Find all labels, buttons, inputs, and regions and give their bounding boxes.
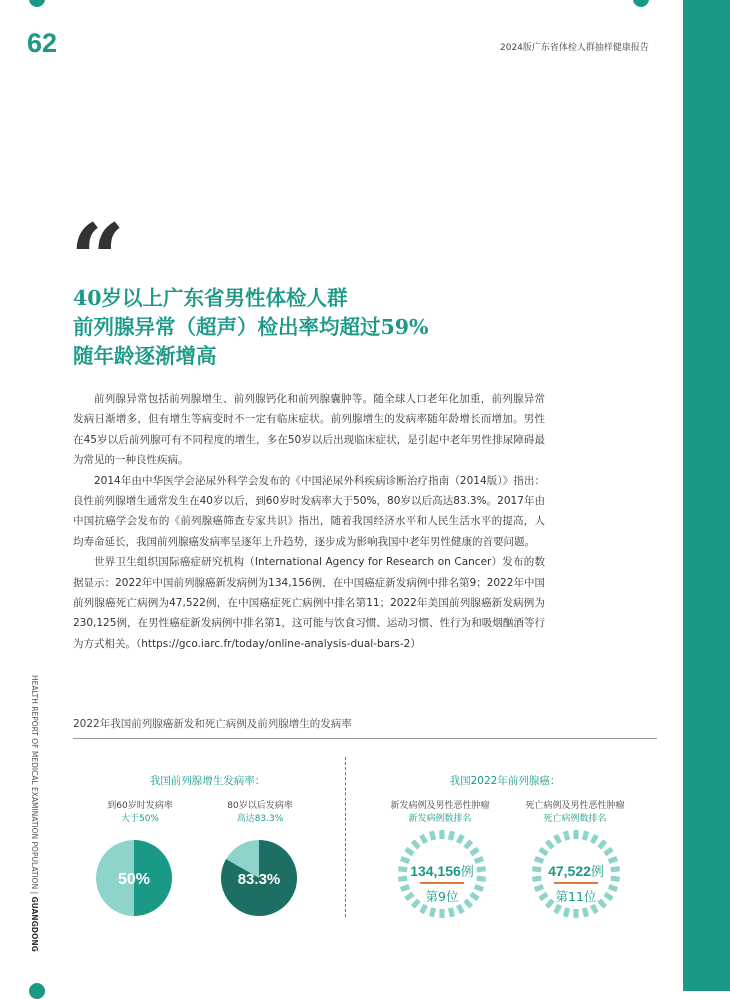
badge-count-number: 47,522	[548, 863, 591, 879]
badge-rank: 第11位	[555, 889, 597, 904]
report-title: 2024版广东省体检人群抽样健康报告	[500, 43, 649, 53]
badge-tick	[469, 847, 479, 856]
pie-value: 83.3%	[237, 871, 281, 888]
badge-count-unit: 例	[460, 864, 474, 879]
badge-tick	[419, 904, 428, 914]
corner-dot-top-left	[29, 0, 45, 7]
right-color-bar	[683, 0, 730, 991]
figure-title: 2022年我国前列腺癌新发和死亡病例及前列腺增生的发病率	[73, 718, 352, 730]
badge-label	[375, 800, 505, 826]
side-label-main: HEALTH REPORT OF MEDICAL EXAMINATION POPULATION	[30, 675, 39, 890]
badge-tick	[429, 907, 436, 917]
badge-tick	[439, 909, 444, 918]
corner-dot-bottom-left	[29, 983, 45, 999]
headline	[73, 284, 593, 371]
body-paragraph: 世界卫生组织国际癌症研究机构（International Agency for Research on Cancer）发布的数据显示：2022年中国前列腺癌新发病例为134,156例，在中国癌症新发病例中排名第9；2022年中国前列腺癌死亡病例为47,522例，在中国癌症死亡病例中排名第11；2022年美国前列腺癌新发病例为230,125例，在男性癌症新发病例中排名第1，这可能与饮食习惯、运动习惯、性行为和吸烟酗酒等行为方式相关。（https://gco.iarc.fr/today/online-analysis-dual-bars-2）	[73, 556, 545, 650]
pie-chart-60	[96, 840, 172, 916]
badge-rule	[554, 882, 598, 884]
body-paragraph: 前列腺异常包括前列腺增生、前列腺钙化和前列腺囊肿等。随全球人口老年化加重，前列腺异常发病日渐增多，但有增生等病变时不一定有临床症状。前列腺增生的发病率随年龄增长而增加。男性在45岁以后前列腺可有不同程度的增生，多在50岁以后出现临床症状，是引起中老年男性排尿障碍最为常见的一种良性疾病。	[73, 393, 545, 467]
badge-tick	[545, 839, 555, 849]
badge-label-line2: 新发病例数排名	[408, 814, 472, 824]
deaths-badge	[532, 830, 620, 918]
body-paragraph: 2014年由中华医学会泌尿外科学会发布的《中国泌尿外科疾病诊断治疗指南（2014版）》指出：良性前列腺增生通常发生在40岁以后，到60岁时发病率大于50%，80岁以后高达83.3%。2017年由中国抗癌学会发布的《前列腺癌筛查专家共识》指出，随着我国经济水平和人民生活水平的提高，人均寿命延长，我国前列腺癌发病率呈逐年上升趋势，逐步成为影响我国中老年男性健康的首要问题。	[73, 474, 545, 548]
quote-mark: “	[70, 203, 126, 316]
badge-tick	[563, 831, 570, 841]
badge-tick	[429, 831, 436, 841]
badge-tick	[463, 839, 473, 849]
badge-tick	[553, 834, 562, 844]
badge-tick	[573, 830, 578, 839]
badge-rank: 第9位	[425, 889, 459, 904]
headline-line: 前列腺异常（超声）检出率均超过59%	[73, 315, 429, 339]
badge-rule	[420, 882, 464, 884]
badge-tick	[603, 847, 613, 856]
headline-line: 40岁以上广东省男性体检人群	[73, 286, 348, 310]
badge-tick	[411, 839, 421, 849]
badge-label	[510, 800, 640, 826]
badge-tick	[448, 831, 455, 841]
badge-count-number: 134,156	[410, 863, 461, 879]
badge-tick	[439, 830, 444, 839]
badge-tick	[553, 904, 562, 914]
badge-label-line1: 死亡病例及男性恶性肿瘤	[525, 801, 625, 811]
side-label-region: GUANGDONG	[30, 896, 39, 952]
body-text	[73, 389, 545, 654]
badge-tick	[538, 847, 548, 856]
corner-dot-top-right	[633, 0, 649, 7]
pie-label-line1: 80岁以后发病率	[227, 801, 293, 811]
pie-label	[90, 800, 190, 826]
badge-tick	[573, 909, 578, 918]
pie-label	[210, 800, 310, 826]
badge-label-line2: 死亡病例数排名	[543, 814, 607, 824]
pie-chart-80	[221, 840, 297, 916]
incidence-panel-title: 我国前列腺增生发病率：	[149, 775, 266, 787]
figure-rule	[73, 738, 657, 739]
pie-label-line2: 大于50%	[120, 814, 159, 824]
panel-divider	[345, 757, 346, 917]
badge-tick	[582, 831, 589, 841]
pie-label-line2: 高达83.3%	[236, 814, 284, 824]
badge-tick	[456, 834, 465, 844]
badge-tick	[404, 847, 414, 856]
badge-tick	[590, 904, 599, 914]
pie-value: 50%	[117, 871, 151, 888]
badge-count-unit: 例	[590, 864, 604, 879]
badge-tick	[456, 904, 465, 914]
badge-tick	[597, 839, 607, 849]
badge-tick	[582, 907, 589, 917]
new-cases-badge	[398, 830, 486, 918]
badge-tick	[419, 834, 428, 844]
badge-tick	[590, 834, 599, 844]
pie-label-line1: 到60岁时发病率	[107, 801, 173, 811]
badge-count	[398, 861, 486, 881]
badge-label-line1: 新发病例及男性恶性肿瘤	[390, 801, 490, 811]
badge-tick	[563, 907, 570, 917]
side-label-separator: |	[30, 889, 39, 897]
page-number: 62	[27, 28, 58, 58]
badge-count	[532, 861, 620, 881]
side-label	[23, 675, 39, 952]
headline-line: 随年龄逐渐增高	[73, 344, 217, 368]
badge-tick	[448, 907, 455, 917]
cancer-panel-title: 我国2022年前列腺癌：	[449, 775, 561, 787]
